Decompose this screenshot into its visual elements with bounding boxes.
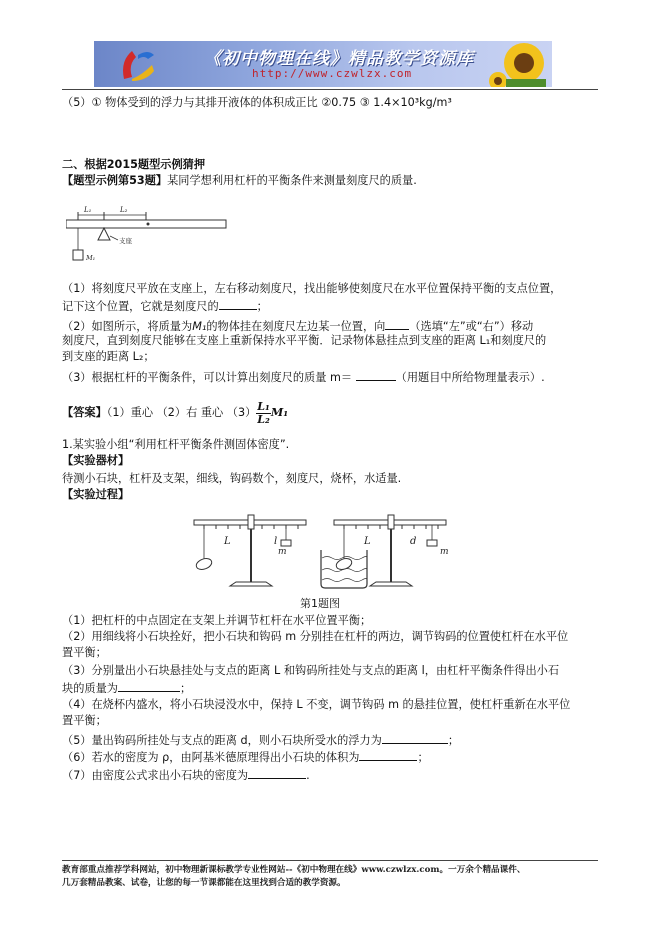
equipment-tag: 【实验器材】: [62, 454, 130, 467]
step-6-text: （6）若水的密度为 ρ，由阿基米德原理得出小石块的体积为: [62, 751, 360, 764]
step-2-b: 置平衡；: [62, 646, 107, 659]
answer-text: （1）重心 （2）右 重心 （3）: [106, 406, 257, 419]
answer-5: （5）① 物体受到的浮力与其排开液体的体积成正比 ②0.75 ③ 1.4×10³kg/m³: [62, 96, 452, 109]
equipment-text: 待测小石块，杠杆及支架，细线，钩码数个，刻度尺，烧杯，水适量.: [62, 472, 402, 485]
figure-caption: 第1题图: [300, 597, 340, 610]
example-line: [62, 174, 417, 188]
q2-line-b: 刻度尺，直到刻度尺能够在支座上重新保持水平平衡．记录物体悬挂点到支座的距离 L₁和刻度尺的: [62, 334, 547, 347]
q1-line-a: （1）将刻度尺平放在支座上，左右移动刻度尺，找出能够使刻度尺在水平位置保持平衡的支点位置，: [62, 282, 562, 295]
answer-tag: 【答案】: [62, 406, 107, 419]
footer-line-1: 教育部重点推荐学科网站，初中物理新课标教学专业性网站--《初中物理在线》www.czwlzx.com。一万余个精品课件、: [62, 865, 526, 875]
process-tag: 【实验过程】: [62, 488, 130, 501]
q1-text: 记下这个位置，它就是刻度尺的: [62, 300, 219, 313]
fig2-left-L: L: [224, 536, 231, 547]
section-heading: 二、根据2015题型示例猜押: [62, 158, 206, 171]
step-3-b: [62, 680, 191, 696]
step-5: [62, 732, 459, 748]
step-6-end: ；: [417, 751, 429, 764]
fig2-right-m: m: [440, 547, 449, 557]
q2-text-2: 的物体挂在刻度尺左边某一位置，向: [206, 320, 386, 333]
answer-fraction: [256, 401, 271, 426]
q2-var-m1: M₁: [192, 320, 207, 333]
site-logo-icon: [118, 45, 158, 83]
q1-line-b: [62, 298, 268, 314]
label-m1: M₁: [86, 254, 96, 262]
fig2-left-l: l: [274, 536, 278, 547]
step-4-b: 置平衡；: [62, 714, 107, 727]
label-support: 支座: [119, 237, 132, 245]
fig2-right-L: L: [364, 536, 371, 547]
step-6-answer-blank[interactable]: [359, 749, 417, 761]
lever-figure: [186, 510, 476, 594]
q3-line: [62, 369, 545, 385]
step-3-text: 块的质量为: [62, 682, 118, 695]
q2-line-c: 到支座的距离 L₂；: [62, 350, 155, 363]
problem-1-title: 1.某实验小组“利用杠杆平衡条件测固体密度”.: [62, 438, 290, 451]
label-l1: L₁: [84, 206, 92, 214]
q3-tail: （用题目中所给物理量表示）.: [395, 371, 545, 384]
q2-line-a: [62, 318, 533, 334]
step-6: [62, 749, 429, 765]
example-tag: 【题型示例第53题】: [62, 174, 168, 187]
fig2-right-d: d: [410, 536, 417, 547]
banner-title: 《初中物理在线》精品教学资源库: [204, 49, 474, 69]
header-rule: [62, 89, 598, 90]
step-3-end: ；: [179, 682, 192, 695]
q3-answer-blank[interactable]: [356, 369, 396, 381]
answer-fraction-num: L₁: [257, 399, 270, 413]
footer-rule: [62, 860, 598, 861]
sunflower-icon: [486, 41, 552, 87]
q2-answer-blank[interactable]: [385, 318, 409, 330]
answer-tail: M₁: [270, 405, 289, 419]
q2-text-1: （2）如图所示，将质量为: [62, 320, 193, 333]
step-3-answer-blank[interactable]: [118, 680, 180, 692]
step-7-answer-blank[interactable]: [248, 767, 306, 779]
step-4-a: （4）在烧杯内盛水，将小石块浸没水中，保持 L 不变，调节钩码 m 的悬挂位置，使杠杆重新在水平位: [62, 698, 571, 711]
q1-answer-blank[interactable]: [219, 298, 257, 310]
fig2-left-m: m: [278, 547, 287, 557]
step-7: [62, 767, 310, 783]
footer-line-2: 几万套精品教案、试卷，让您的每一节课都能在这里找到合适的教学资源。: [62, 878, 346, 888]
step-7-text: （7）由密度公式求出小石块的密度为: [62, 769, 249, 782]
step-5-text: （5）量出钩码所挂处与支点的距离 d，则小石块所受水的浮力为: [62, 734, 382, 747]
answer-line: [62, 398, 288, 427]
header-banner: [94, 41, 552, 87]
q1-end: ；: [256, 300, 268, 313]
example-intro: 某同学想利用杠杆的平衡条件来测量刻度尺的质量.: [167, 174, 417, 187]
step-5-end: ；: [447, 734, 460, 747]
step-1: （1）把杠杆的中点固定在支架上并调节杠杆在水平位置平衡；: [62, 614, 372, 627]
answer-fraction-den: L₂: [257, 412, 270, 426]
step-5-answer-blank[interactable]: [382, 732, 448, 744]
q3-text: （3）根据杠杆的平衡条件，可以计算出刻度尺的质量 m＝: [62, 371, 353, 384]
step-7-end: .: [306, 769, 310, 782]
ruler-figure: [66, 200, 256, 270]
q2-text-3: （选填“左”或“右”）移动: [409, 320, 534, 333]
label-l2: L₂: [120, 206, 128, 214]
banner-url[interactable]: http://www.czwlzx.com: [252, 67, 413, 80]
step-3-a: （3）分别量出小石块悬挂处与支点的距离 L 和钩码所挂处与支点的距离 l，由杠杆平衡条件得出小石: [62, 664, 560, 677]
step-2-a: （2）用细线将小石块拴好，把小石块和钩码 m 分别挂在杠杆的两边，调节钩码的位置使杠杆在水平位: [62, 630, 569, 643]
